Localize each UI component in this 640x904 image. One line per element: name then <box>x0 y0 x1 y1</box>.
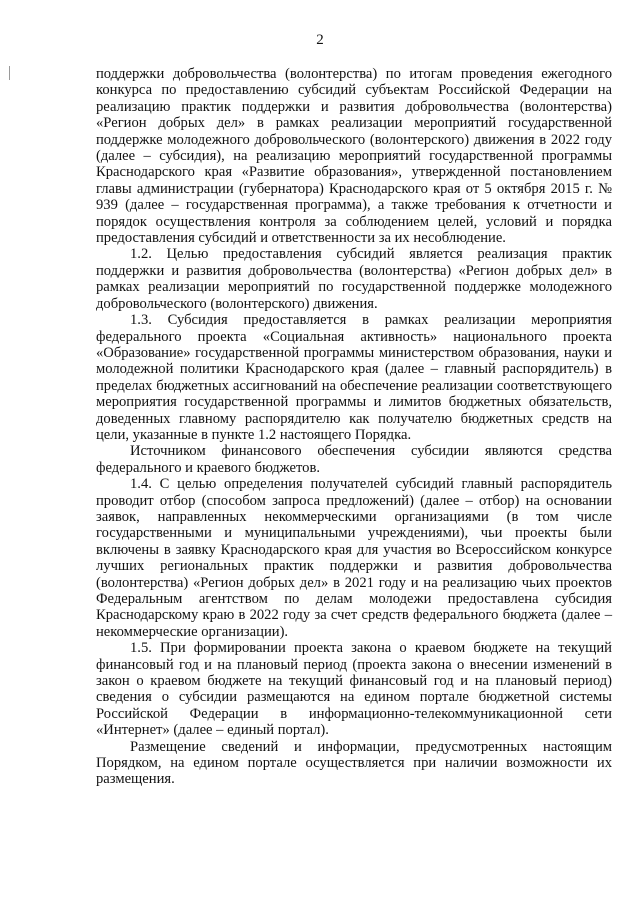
document-body <box>96 66 612 788</box>
paragraph-1-4: 1.4. С целью определения получателей субсидий главный распорядитель проводит отбор (способом запроса предложений) (далее – отбор) на основании заявок, направленных некоммерческими организациями (в том числе государственными и муниципальными учреждениями), чьи проекты были включены в заявку Краснодарского края для участия во Всероссийском конкурсе лучших региональных практик поддержки и развития добровольчества (волонтерства) «Регион добрых дел» в 2021 году и на реализацию чьих проектов Федеральным агентством по делам молодежи предоставлена субсидия Краснодарскому краю в 2022 году за счет средств федерального бюджета (далее – некоммерческие организации). <box>96 476 612 640</box>
paragraph-1-2: 1.2. Целью предоставления субсидий является реализация практик поддержки и развития добровольчества (волонтерства) «Регион добрых дел» в рамках реализации мероприятий по государственной поддержке молодежного добровольческого (волонтерского) движения. <box>96 246 612 312</box>
paragraph-1-3: 1.3. Субсидия предоставляется в рамках реализации мероприятия федерального проекта «Социальная активность» национального проекта «Образование» государственной программы министерством образования, науки и молодежной политики Краснодарского края (далее – главный распорядитель) в пределах бюджетных ассигнований на обеспечение реализации соответствующего мероприятия государственной программы и лимитов бюджетных обязательств, доведенных главному распорядителю как получателю бюджетных средств на цели, указанные в пункте 1.2 настоящего Порядка. <box>96 312 612 443</box>
paragraph-intro-continuation: поддержки добровольчества (волонтерства) по итогам проведения ежегодного конкурса по предоставлению субсидий субъектам Российской Федерации на реализацию практик поддержки и развития добровольчества (волонтерства) «Регион добрых дел» в рамках реализации мероприятий государственной поддержке молодежного добровольческого (волонтерского) движения в 2022 году (далее – субсидия), на реализацию мероприятий государственной программы Краснодарского края «Развитие образования», утвержденной постановлением главы администрации (губернатора) Краснодарского края от 5 октября 2015 г. № 939 (далее – государственная программа), а также требования к отчетности и порядок осуществления контроля за соблюдением целей, условий и порядка предоставления субсидий и ответственности за их несоблюдение. <box>96 66 612 247</box>
paragraph-funding-source: Источником финансового обеспечения субсидии являются средства федерального и краевого бюджетов. <box>96 443 612 476</box>
paragraph-1-5: 1.5. При формировании проекта закона о краевом бюджете на текущий финансовый год и на плановый период (проекта закона о внесении изменений в закон о краевом бюджете на текущий финансовый год и на плановый период) сведения о субсидии размещаются на едином портале бюджетной системы Российской Федерации в информационно-телекоммуникационной сети «Интернет» (далее – единый портал). <box>96 640 612 739</box>
scan-margin-mark <box>9 66 10 80</box>
paragraph-publication: Размещение сведений и информации, предусмотренных настоящим Порядком, на едином портале осуществляется при наличии возможности их размещения. <box>96 738 612 788</box>
page-number: 2 <box>316 32 324 48</box>
